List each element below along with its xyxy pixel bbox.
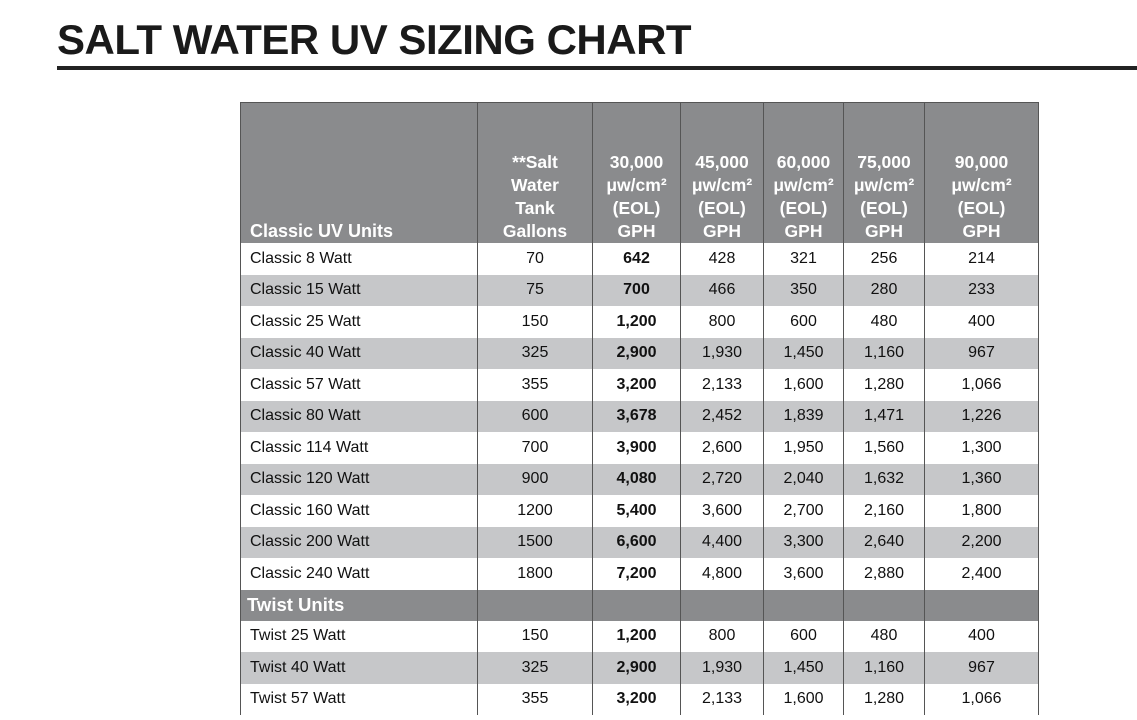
unit-name-cell: Classic 57 Watt — [241, 369, 478, 401]
gph-60000-cell: 600 — [764, 306, 844, 338]
tank-gallons-cell: 325 — [478, 338, 593, 370]
gph-45000-cell: 800 — [681, 621, 764, 653]
gph-75000-cell: 1,632 — [844, 464, 925, 496]
gph-45000-cell: 2,133 — [681, 684, 764, 716]
gph-60000-cell: 1,839 — [764, 401, 844, 433]
gph-90000-cell: 1,066 — [925, 684, 1039, 716]
gph-75000-cell: 1,160 — [844, 652, 925, 684]
section-blank-cell — [764, 590, 844, 621]
gph-30000-cell: 6,600 — [593, 527, 681, 559]
gph-75000-cell: 280 — [844, 275, 925, 307]
gph-45000-cell: 2,600 — [681, 432, 764, 464]
section-blank-cell — [593, 590, 681, 621]
gph-75000-cell: 2,160 — [844, 495, 925, 527]
gph-60000-cell: 600 — [764, 621, 844, 653]
gph-30000-cell: 4,080 — [593, 464, 681, 496]
gph-45000-cell: 3,600 — [681, 495, 764, 527]
gph-60000-cell: 1,600 — [764, 684, 844, 716]
gph-30000-cell: 3,900 — [593, 432, 681, 464]
gph-60000-cell: 1,450 — [764, 338, 844, 370]
gph-30000-cell: 7,200 — [593, 558, 681, 590]
gph-90000-cell: 1,800 — [925, 495, 1039, 527]
gph-90000-cell: 2,200 — [925, 527, 1039, 559]
unit-name-cell: Classic 8 Watt — [241, 243, 478, 275]
gph-45000-cell: 2,133 — [681, 369, 764, 401]
tank-gallons-cell: 75 — [478, 275, 593, 307]
gph-90000-cell: 214 — [925, 243, 1039, 275]
gph-30000-cell: 2,900 — [593, 652, 681, 684]
table-row — [241, 464, 1039, 496]
gph-45000-cell: 2,720 — [681, 464, 764, 496]
gph-75000-cell: 480 — [844, 621, 925, 653]
gph-45000-cell: 2,452 — [681, 401, 764, 433]
unit-name-cell: Classic 120 Watt — [241, 464, 478, 496]
gph-75000-cell: 1,280 — [844, 684, 925, 716]
tank-gallons-cell: 70 — [478, 243, 593, 275]
page-title: SALT WATER UV SIZING CHART — [57, 16, 692, 63]
gph-60000-cell: 2,040 — [764, 464, 844, 496]
unit-name-cell: Twist 40 Watt — [241, 652, 478, 684]
tank-gallons-cell: 600 — [478, 401, 593, 433]
section-label: Twist Units — [241, 590, 478, 621]
gph-90000-cell: 2,400 — [925, 558, 1039, 590]
gph-30000-cell: 3,200 — [593, 684, 681, 716]
header-dose-45000: 45,000 μw/cm² (EOL) GPH — [681, 103, 764, 244]
section-blank-cell — [478, 590, 593, 621]
gph-45000-cell: 428 — [681, 243, 764, 275]
header-dose-30000: 30,000 μw/cm² (EOL) GPH — [593, 103, 681, 244]
gph-30000-cell: 642 — [593, 243, 681, 275]
gph-75000-cell: 1,280 — [844, 369, 925, 401]
tank-gallons-cell: 355 — [478, 684, 593, 716]
gph-75000-cell: 2,880 — [844, 558, 925, 590]
table-row — [241, 495, 1039, 527]
gph-75000-cell: 480 — [844, 306, 925, 338]
tank-gallons-cell: 325 — [478, 652, 593, 684]
unit-name-cell: Twist 25 Watt — [241, 621, 478, 653]
table-body — [241, 243, 1039, 715]
gph-90000-cell: 967 — [925, 338, 1039, 370]
unit-name-cell: Classic 15 Watt — [241, 275, 478, 307]
title-underline — [57, 66, 1137, 70]
header-dose-90000: 90,000 μw/cm² (EOL) GPH — [925, 103, 1039, 244]
header-dose-75000: 75,000 μw/cm² (EOL) GPH — [844, 103, 925, 244]
tank-gallons-cell: 700 — [478, 432, 593, 464]
unit-name-cell: Twist 57 Watt — [241, 684, 478, 716]
header-row — [241, 103, 1039, 244]
gph-90000-cell: 400 — [925, 306, 1039, 338]
gph-45000-cell: 1,930 — [681, 338, 764, 370]
gph-75000-cell: 1,560 — [844, 432, 925, 464]
gph-45000-cell: 1,930 — [681, 652, 764, 684]
gph-30000-cell: 2,900 — [593, 338, 681, 370]
uv-sizing-table — [240, 102, 1039, 715]
tank-gallons-cell: 1200 — [478, 495, 593, 527]
table-row — [241, 652, 1039, 684]
gph-90000-cell: 1,066 — [925, 369, 1039, 401]
header-unit: Classic UV Units — [241, 103, 478, 244]
gph-75000-cell: 1,160 — [844, 338, 925, 370]
gph-60000-cell: 321 — [764, 243, 844, 275]
gph-60000-cell: 1,950 — [764, 432, 844, 464]
gph-75000-cell: 2,640 — [844, 527, 925, 559]
unit-name-cell: Classic 80 Watt — [241, 401, 478, 433]
gph-90000-cell: 1,360 — [925, 464, 1039, 496]
tank-gallons-cell: 150 — [478, 621, 593, 653]
table-row — [241, 558, 1039, 590]
section-blank-cell — [844, 590, 925, 621]
gph-30000-cell: 1,200 — [593, 306, 681, 338]
table-row — [241, 432, 1039, 464]
gph-60000-cell: 350 — [764, 275, 844, 307]
gph-90000-cell: 233 — [925, 275, 1039, 307]
unit-name-cell: Classic 25 Watt — [241, 306, 478, 338]
tank-gallons-cell: 1800 — [478, 558, 593, 590]
gph-90000-cell: 400 — [925, 621, 1039, 653]
gph-30000-cell: 700 — [593, 275, 681, 307]
unit-name-cell: Classic 40 Watt — [241, 338, 478, 370]
tank-gallons-cell: 1500 — [478, 527, 593, 559]
gph-60000-cell: 1,600 — [764, 369, 844, 401]
table-row — [241, 684, 1039, 716]
table-row — [241, 243, 1039, 275]
gph-60000-cell: 1,450 — [764, 652, 844, 684]
gph-30000-cell: 3,200 — [593, 369, 681, 401]
gph-30000-cell: 1,200 — [593, 621, 681, 653]
gph-60000-cell: 3,600 — [764, 558, 844, 590]
gph-45000-cell: 466 — [681, 275, 764, 307]
table-row — [241, 369, 1039, 401]
table-row — [241, 401, 1039, 433]
unit-name-cell: Classic 200 Watt — [241, 527, 478, 559]
gph-60000-cell: 3,300 — [764, 527, 844, 559]
table-row — [241, 338, 1039, 370]
gph-45000-cell: 4,800 — [681, 558, 764, 590]
header-tank-gallons: **Salt Water Tank Gallons — [478, 103, 593, 244]
tank-gallons-cell: 900 — [478, 464, 593, 496]
gph-75000-cell: 1,471 — [844, 401, 925, 433]
table-row — [241, 621, 1039, 653]
gph-30000-cell: 5,400 — [593, 495, 681, 527]
gph-30000-cell: 3,678 — [593, 401, 681, 433]
unit-name-cell: Classic 240 Watt — [241, 558, 478, 590]
gph-45000-cell: 800 — [681, 306, 764, 338]
gph-90000-cell: 1,226 — [925, 401, 1039, 433]
gph-45000-cell: 4,400 — [681, 527, 764, 559]
tank-gallons-cell: 150 — [478, 306, 593, 338]
header-dose-60000: 60,000 μw/cm² (EOL) GPH — [764, 103, 844, 244]
gph-90000-cell: 967 — [925, 652, 1039, 684]
unit-name-cell: Classic 114 Watt — [241, 432, 478, 464]
section-blank-cell — [681, 590, 764, 621]
table-row — [241, 527, 1039, 559]
gph-60000-cell: 2,700 — [764, 495, 844, 527]
table-row — [241, 275, 1039, 307]
tank-gallons-cell: 355 — [478, 369, 593, 401]
gph-75000-cell: 256 — [844, 243, 925, 275]
table-row — [241, 306, 1039, 338]
gph-90000-cell: 1,300 — [925, 432, 1039, 464]
section-blank-cell — [925, 590, 1039, 621]
unit-name-cell: Classic 160 Watt — [241, 495, 478, 527]
section-row-twist — [241, 590, 1039, 621]
